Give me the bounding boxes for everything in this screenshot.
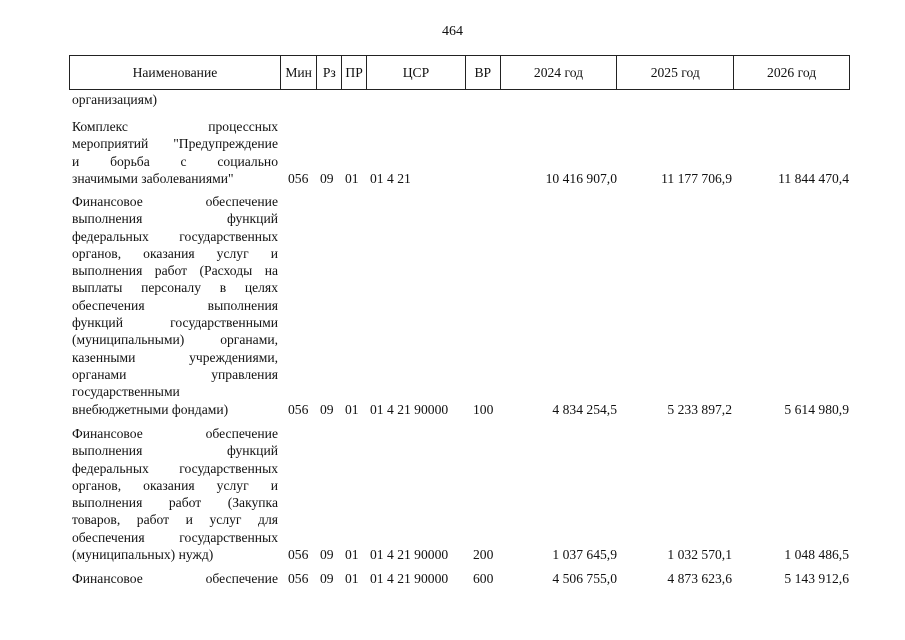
row-name <box>72 570 278 587</box>
cell-2025: 4 873 623,6 <box>667 571 732 586</box>
row-name-line: федеральных государственных <box>72 460 278 476</box>
row-name <box>72 118 278 187</box>
header-rz: Рз <box>317 56 342 89</box>
row-name-line: мероприятий "Предупреждение <box>72 136 278 152</box>
row-name-line: Финансовое обеспечение <box>72 571 278 586</box>
cell-min: 056 <box>288 571 309 586</box>
row-name-line: функций государственными <box>72 315 278 331</box>
cell-min: 056 <box>288 170 309 186</box>
row-name-line: выплаты персоналу в целях <box>72 280 278 296</box>
row-name-line: выполнения функций <box>72 443 278 459</box>
cell-csr: 01 4 21 90000 <box>370 571 449 586</box>
row-name-line: Финансовое обеспечение <box>72 426 278 441</box>
cell-pr: 01 <box>345 547 359 563</box>
cell-rz: 09 <box>320 401 334 417</box>
cell-2026: 1 048 486,5 <box>784 547 849 563</box>
row-name <box>72 425 278 563</box>
header-min: Мин <box>281 56 318 89</box>
row-name-line: (муниципальными) органами, <box>72 332 278 348</box>
row-name-line: органами управления <box>72 366 278 382</box>
cell-min: 056 <box>288 401 309 417</box>
cell-csr: 01 4 21 <box>370 170 411 186</box>
cell-rz: 09 <box>320 571 334 586</box>
row-name <box>72 193 278 418</box>
cell-vr: 200 <box>473 547 494 563</box>
header-2024: 2024 год <box>501 56 618 89</box>
cell-2025: 5 233 897,2 <box>667 401 732 417</box>
row-name-line: Комплекс процессных <box>72 119 278 134</box>
row-name-line: Финансовое обеспечение <box>72 194 278 209</box>
cell-2025: 1 032 570,1 <box>667 547 732 563</box>
row-name-line: обеспечения государственных <box>72 529 278 545</box>
cell-pr: 01 <box>345 571 359 586</box>
row-name-line: выполнения функций <box>72 211 278 227</box>
cell-2025: 11 177 706,9 <box>661 170 732 186</box>
cell-csr: 01 4 21 90000 <box>370 401 449 417</box>
cell-vr: 100 <box>473 401 494 417</box>
row-name-line: федеральных государственных <box>72 228 278 244</box>
header-csr: ЦСР <box>367 56 466 89</box>
row-name-line: государственными <box>72 384 180 400</box>
cell-2024: 1 037 645,9 <box>552 547 617 563</box>
row-name-line: казенными учреждениями, <box>72 349 278 365</box>
cell-vr: 600 <box>473 571 494 586</box>
cell-2024: 10 416 907,0 <box>545 170 617 186</box>
cell-2026: 5 143 912,6 <box>784 571 849 586</box>
cell-2026: 11 844 470,4 <box>778 170 849 186</box>
cell-csr: 01 4 21 90000 <box>370 547 449 563</box>
row-name-line: выполнения работ (Закупка <box>72 495 278 511</box>
row-name-line: (муниципальных) нужд) <box>72 547 214 563</box>
cell-min: 056 <box>288 547 309 563</box>
header-pr: ПР <box>342 56 367 89</box>
header-2025: 2025 год <box>617 56 734 89</box>
cell-rz: 09 <box>320 170 334 186</box>
row-name-line: органов, оказания услуг и <box>72 245 278 261</box>
row-name-line: товаров, работ и услуг для <box>72 512 278 528</box>
continuation-text: организациям) <box>72 92 158 107</box>
cell-pr: 01 <box>345 401 359 417</box>
header-name: Наименование <box>70 56 281 89</box>
cell-2026: 5 614 980,9 <box>784 401 849 417</box>
cell-pr: 01 <box>345 170 359 186</box>
row-name-line: органов, оказания услуг и <box>72 477 278 493</box>
row-name-line: выполнения работ (Расходы на <box>72 263 278 279</box>
row-name-line: внебюджетными фондами) <box>72 401 229 417</box>
row-name-line: значимыми заболеваниями" <box>72 170 234 186</box>
header-vr: ВР <box>466 56 501 89</box>
row-name-line: обеспечения выполнения <box>72 297 278 313</box>
cell-rz: 09 <box>320 547 334 563</box>
header-2026: 2026 год <box>767 64 817 80</box>
table-header <box>69 55 850 90</box>
row-name-line: и борьба с социально <box>72 153 278 169</box>
cell-2024: 4 506 755,0 <box>552 571 617 586</box>
page-number: 464 <box>442 24 463 39</box>
cell-2024: 4 834 254,5 <box>552 401 617 417</box>
